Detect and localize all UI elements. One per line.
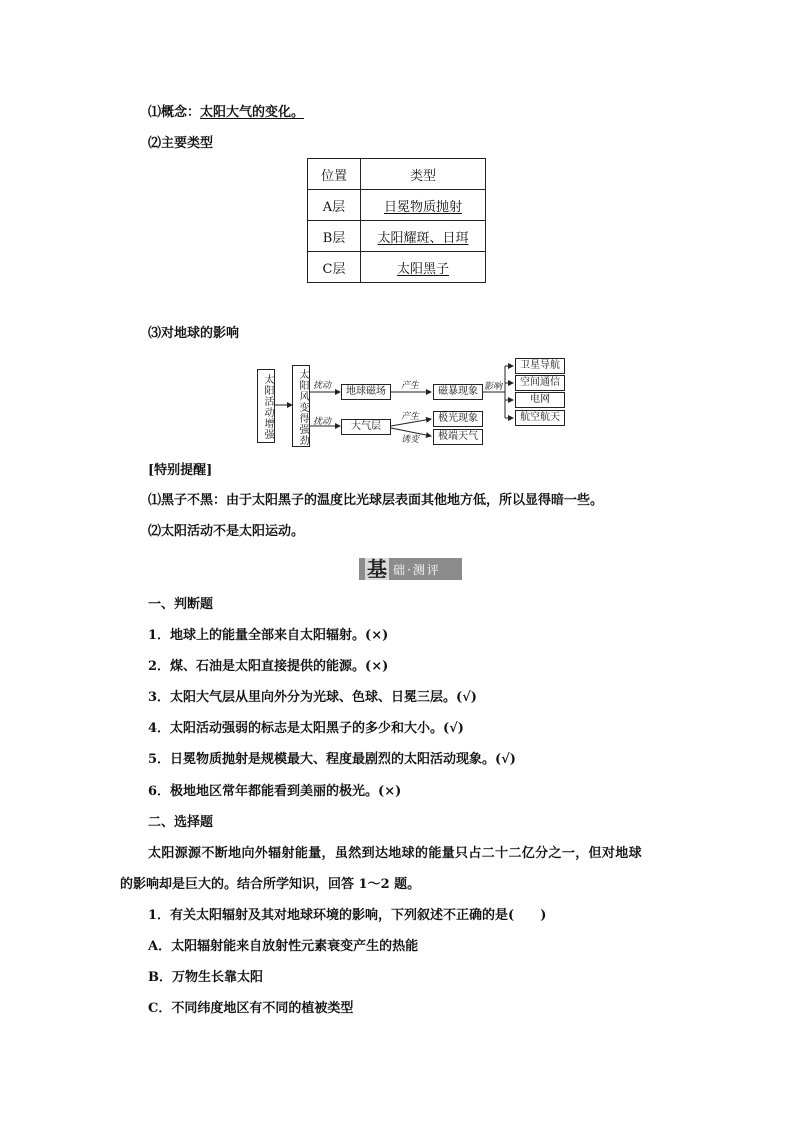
table-cell-type: 太阳黑子 [361, 252, 486, 283]
table-cell-type: 日冕物质抛射 [361, 190, 486, 221]
table-cell-position: A层 [308, 190, 361, 221]
table-cell-type: 太阳耀斑、日珥 [361, 221, 486, 252]
diagram-extreme-box: 极端天气 [433, 429, 483, 445]
diagram-target-box: 航空航天 [515, 410, 565, 426]
types-heading: ⑵主要类型 [148, 136, 214, 151]
reminder-item: ⑵太阳活动不是太阳运动。 [148, 524, 305, 539]
concept-prefix: ⑴概念： [148, 105, 201, 120]
judge-item: 4．太阳活动强弱的标志是太阳黑子的多少和大小。(√) [148, 721, 464, 736]
banner-text: 础·测评 [393, 562, 441, 577]
banner-big-char: 基 [367, 557, 387, 581]
reminder-item: ⑴黑子不黑：由于太阳黑子的温度比光球层表面其他地方低，所以显得暗一些。 [148, 493, 604, 508]
choice-heading: 二、选择题 [148, 815, 214, 830]
section-banner [359, 558, 462, 580]
judge-item: 3．太阳大气层从里向外分为光球、色球、日冕三层。(√) [148, 690, 477, 705]
diagram-wind-box: 太阳风变得强劲 [292, 365, 310, 447]
diagram-storm-box: 磁暴现象 [433, 384, 483, 400]
table-cell-position: B层 [308, 221, 361, 252]
label-affect: 影响 [484, 382, 503, 392]
concept-text: 太阳大气的变化。 [200, 105, 305, 120]
table-header-type: 类型 [361, 159, 486, 190]
label-produce-2: 产生 [401, 412, 420, 422]
judge-item: 1．地球上的能量全部来自太阳辐射。(×) [148, 628, 389, 643]
diagram-aurora-box: 极光现象 [433, 411, 483, 427]
table-header-position: 位置 [308, 159, 361, 190]
label-disturb-1: 扰动 [313, 381, 332, 391]
choice-question-1: 1．有关太阳辐射及其对地球环境的影响，下列叙述不正确的是( ) [148, 908, 547, 923]
choice-option: A．太阳辐射能来自放射性元素衰变产生的热能 [148, 939, 419, 954]
diagram-connectors [0, 0, 794, 470]
choice-option: C．不同纬度地区有不同的植被类型 [148, 1001, 354, 1016]
diagram-target-box: 空间通信 [515, 375, 565, 391]
diagram-magnetic-box: 地球磁场 [341, 384, 391, 400]
choice-stem-line2: 的影响却是巨大的。结合所学知识，回答 1～2 题。 [120, 877, 421, 892]
diagram-target-box: 卫星导航 [515, 358, 565, 374]
choice-option: B．万物生长靠太阳 [148, 970, 263, 985]
diagram-source-box: 太阳活动增强 [257, 369, 275, 443]
choice-stem-line1: 太阳源源不断地向外辐射能量，虽然到达地球的能量只占二十二亿分之一，但对地球 [148, 846, 642, 861]
label-produce-1: 产生 [401, 381, 420, 391]
diagram-atmosphere-box: 大气层 [341, 419, 391, 435]
reminder-title: [特别提醒] [148, 463, 213, 478]
diagram-target-box: 电网 [515, 392, 565, 408]
impact-heading: ⑶对地球的影响 [148, 326, 240, 341]
judge-item: 5．日冕物质抛射是规模最大、程度最剧烈的太阳活动现象。(√) [148, 752, 516, 767]
judge-item: 6．极地地区常年都能看到美丽的极光。(×) [148, 784, 402, 799]
table-cell-position: C层 [308, 252, 361, 283]
judge-heading: 一、判断题 [148, 597, 214, 612]
label-induce: 诱变 [401, 435, 420, 445]
judge-item: 2．煤、石油是太阳直接提供的能源。(×) [148, 659, 389, 674]
label-disturb-2: 扰动 [313, 417, 332, 427]
